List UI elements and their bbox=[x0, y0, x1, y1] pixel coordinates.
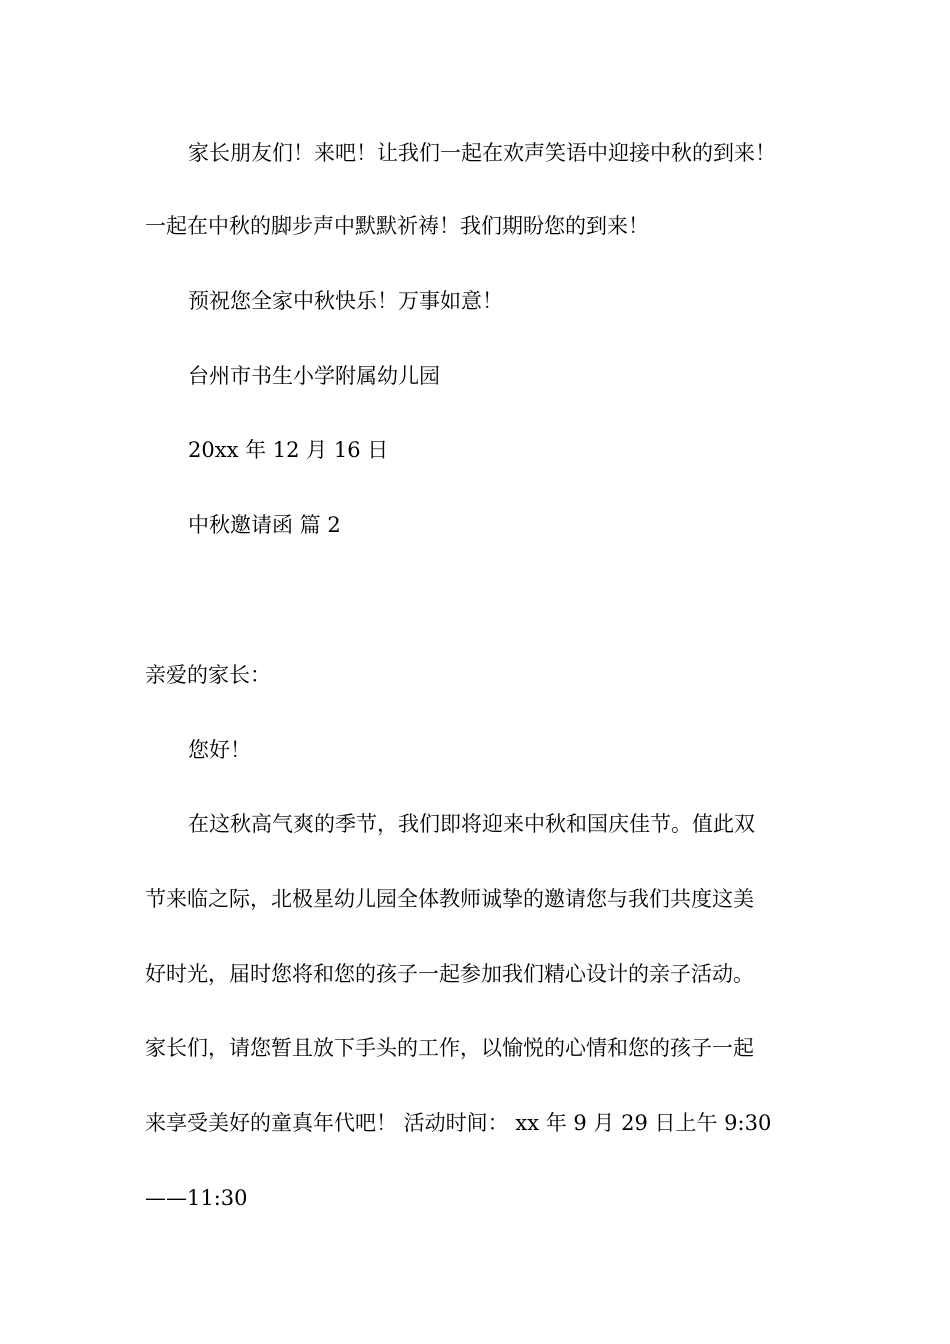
date-line: 20xx 年 12 月 16 日 bbox=[188, 438, 389, 462]
paragraph-line: 一起在中秋的脚步声中默默祈祷！我们期盼您的到来！ bbox=[145, 214, 649, 238]
paragraph-line: 在这秋高气爽的季节，我们即将迎来中秋和国庆佳节。值此双 bbox=[188, 812, 755, 836]
greeting: 您好！ bbox=[188, 738, 251, 762]
organization-name: 台州市书生小学附属幼儿园 bbox=[188, 364, 440, 388]
paragraph-line: ——11:30 bbox=[145, 1186, 248, 1210]
salutation: 亲爱的家长： bbox=[145, 663, 271, 687]
paragraph-line: 节来临之际，北极星幼儿园全体教师诚挚的邀请您与我们共度这美 bbox=[145, 887, 754, 911]
paragraph-line: 家长朋友们！来吧！让我们一起在欢声笑语中迎接中秋的到来！ bbox=[188, 141, 776, 165]
paragraph-line: 预祝您全家中秋快乐！万事如意！ bbox=[188, 289, 503, 313]
section-title: 中秋邀请函 篇 2 bbox=[188, 513, 341, 537]
paragraph-line: 家长们，请您暂且放下手头的工作，以愉悦的心情和您的孩子一起 bbox=[145, 1036, 754, 1060]
paragraph-line: 来享受美好的童真年代吧！ 活动时间： xx 年 9 月 29 日上午 9:30 bbox=[145, 1111, 772, 1135]
paragraph-line: 好时光，届时您将和您的孩子一起参加我们精心设计的亲子活动。 bbox=[145, 962, 754, 986]
